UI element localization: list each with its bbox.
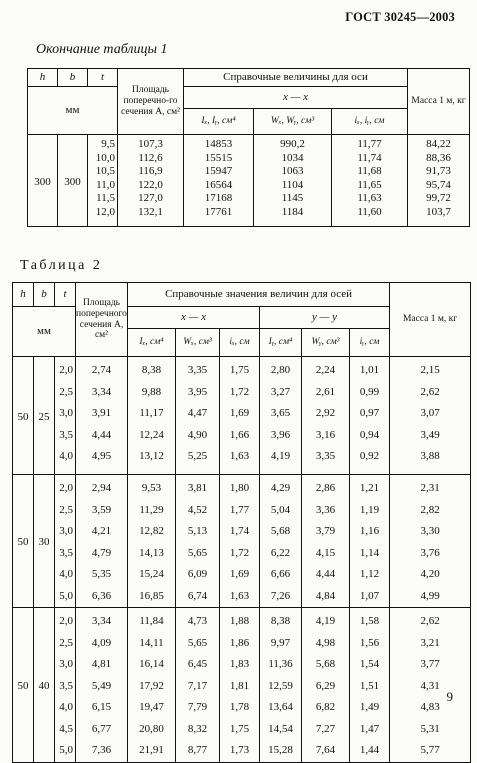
cell-value: 15,24 bbox=[139, 568, 164, 580]
cell-value: 10,0 bbox=[95, 151, 115, 164]
table2-caption: Таблица 2 bbox=[20, 258, 103, 273]
cell-value: 5,77 bbox=[420, 744, 440, 756]
cell-value: 4,20 bbox=[420, 568, 440, 580]
cell-value: 4,83 bbox=[420, 701, 440, 713]
cell-value: 16,85 bbox=[139, 589, 164, 602]
cell-value: 5,31 bbox=[420, 722, 440, 735]
cell-value: 4,84 bbox=[315, 589, 336, 602]
cell-value: 3,16 bbox=[315, 428, 336, 441]
cell-value: 14,54 bbox=[268, 722, 293, 735]
cell-value: 2,0 bbox=[59, 615, 73, 627]
t2-header-area: Площадь поперечного сечения A, см² bbox=[76, 283, 128, 357]
cell-value: 127,0 bbox=[138, 192, 163, 204]
standard-code: ГОСТ 30245—2003 bbox=[345, 10, 455, 24]
cell-value: 1,81 bbox=[229, 679, 250, 692]
t1-header-units: мм bbox=[28, 87, 118, 135]
table-row bbox=[13, 475, 471, 608]
cell-value: 4,90 bbox=[187, 428, 208, 441]
cell-value: 6,36 bbox=[91, 589, 112, 602]
cell-value: 122,0 bbox=[138, 178, 163, 191]
cell-value: 4,79 bbox=[91, 546, 112, 559]
t2-cell-area bbox=[76, 611, 127, 762]
cell-value: 5,0 bbox=[59, 744, 73, 756]
cell-value: 4,29 bbox=[270, 482, 291, 494]
cell-value: 17168 bbox=[204, 192, 233, 204]
cell-value: 20,80 bbox=[139, 722, 164, 735]
cell-value: 3,5 bbox=[59, 679, 73, 692]
t2-cell-t bbox=[55, 611, 73, 762]
cell-value: 2,31 bbox=[420, 482, 440, 494]
cell-value: 5,35 bbox=[91, 568, 112, 580]
cell-value: 112,6 bbox=[138, 151, 163, 164]
cell-value: 7,26 bbox=[270, 589, 291, 602]
cell-value: 4,19 bbox=[270, 450, 291, 462]
cell-value: 21,91 bbox=[139, 744, 164, 756]
cell-value: 7,36 bbox=[91, 744, 112, 756]
cell-value: 5,65 bbox=[187, 636, 208, 649]
cell-value: 15947 bbox=[204, 165, 233, 177]
cell-value: 6,22 bbox=[270, 546, 291, 559]
cell-value: 1,63 bbox=[229, 450, 250, 462]
cell-value: 9,97 bbox=[270, 636, 291, 649]
t2-cell-ix bbox=[220, 360, 259, 468]
table-row bbox=[13, 357, 471, 475]
cell-value: 11,74 bbox=[357, 151, 382, 164]
cell-value: 1063 bbox=[281, 165, 304, 177]
cell-value: 1,75 bbox=[229, 364, 250, 376]
t2-cell-mass bbox=[390, 478, 470, 607]
cell-value: 91,73 bbox=[426, 165, 451, 177]
cell-value: 4,0 bbox=[59, 701, 73, 713]
t1-header-axis: x — x bbox=[184, 87, 408, 109]
cell-value: 6,66 bbox=[270, 568, 291, 580]
cell-value: 2,61 bbox=[315, 385, 336, 398]
cell-value: 3,88 bbox=[420, 450, 440, 462]
cell-value: 1,54 bbox=[359, 658, 380, 670]
cell-value: 12,0 bbox=[95, 205, 115, 218]
cell-value: 11,29 bbox=[139, 503, 164, 516]
cell-value: 2,5 bbox=[59, 636, 73, 649]
t2-cell-area bbox=[76, 360, 127, 468]
cell-value: 84,22 bbox=[426, 138, 451, 150]
cell-value: 2,0 bbox=[59, 364, 73, 376]
cell-value: 132,1 bbox=[138, 205, 163, 218]
t2-cell-iy bbox=[350, 611, 389, 762]
t1-header-W: Wₓ, Wᵧ, см³ bbox=[254, 109, 332, 135]
cell-value: 9,5 bbox=[101, 138, 115, 150]
t2-cell-h: 50 bbox=[13, 357, 34, 475]
t1-cell-W bbox=[254, 138, 331, 219]
cell-value: 4,21 bbox=[91, 525, 112, 537]
t1-row-300x300 bbox=[28, 135, 470, 227]
t1-cell-area bbox=[118, 138, 183, 219]
cell-value: 7,79 bbox=[187, 701, 208, 713]
cell-value: 8,32 bbox=[187, 722, 208, 735]
cell-value: 1,78 bbox=[229, 701, 250, 713]
cell-value: 1,58 bbox=[359, 615, 380, 627]
cell-value: 11,77 bbox=[357, 138, 382, 150]
cell-value: 1,88 bbox=[229, 615, 250, 627]
cell-value: 7,64 bbox=[315, 744, 336, 756]
cell-value: 2,24 bbox=[315, 364, 336, 376]
t2-header-mass: Масса 1 м, кг bbox=[390, 283, 471, 357]
cell-value: 3,35 bbox=[315, 450, 336, 462]
cell-value: 1,86 bbox=[229, 636, 250, 649]
cell-value: 11,68 bbox=[357, 165, 382, 177]
cell-value: 1034 bbox=[281, 151, 304, 164]
cell-value: 2,0 bbox=[59, 482, 73, 494]
t1-header-t: t bbox=[88, 69, 118, 87]
cell-value: 4,0 bbox=[59, 450, 73, 462]
page-number: 9 bbox=[446, 689, 453, 704]
t2-cell-mass bbox=[390, 611, 470, 762]
t2-cell-mass bbox=[390, 360, 470, 468]
t1-header-b: b bbox=[58, 69, 88, 87]
cell-value: 1,77 bbox=[229, 503, 250, 516]
cell-value: 1145 bbox=[281, 192, 304, 204]
cell-value: 11,17 bbox=[139, 407, 164, 419]
cell-value: 5,49 bbox=[91, 679, 112, 692]
t1-header-mass: Масса 1 м, кг bbox=[408, 69, 470, 135]
t2-cell-b: 30 bbox=[34, 475, 55, 608]
cell-value: 1,73 bbox=[229, 744, 250, 756]
t1-header-i: iₓ, iᵧ, см bbox=[332, 109, 408, 135]
t2-header-b: b bbox=[34, 283, 55, 307]
t2-header-units: мм bbox=[13, 307, 76, 357]
cell-value: 3,36 bbox=[315, 503, 336, 516]
cell-value: 7,27 bbox=[315, 722, 336, 735]
cell-value: 2,62 bbox=[420, 615, 440, 627]
cell-value: 2,5 bbox=[59, 385, 73, 398]
cell-value: 6,09 bbox=[187, 568, 208, 580]
cell-value: 5,25 bbox=[187, 450, 208, 462]
cell-value: 3,07 bbox=[420, 407, 440, 419]
cell-value: 6,82 bbox=[315, 701, 336, 713]
t2-header-Ix: Iₓ, см⁴ bbox=[128, 329, 176, 357]
cell-value: 17,92 bbox=[139, 679, 164, 692]
t1-cell-I bbox=[184, 138, 253, 219]
cell-value: 5,04 bbox=[270, 503, 291, 516]
cell-value: 3,5 bbox=[59, 428, 73, 441]
cell-value: 16564 bbox=[204, 178, 233, 191]
t2-cell-Wx bbox=[176, 478, 219, 607]
cell-value: 4,52 bbox=[187, 503, 208, 516]
cell-value: 11,60 bbox=[357, 205, 382, 218]
cell-value: 5,68 bbox=[315, 658, 336, 670]
t2-cell-Wy bbox=[302, 611, 349, 762]
cell-value: 4,0 bbox=[59, 568, 73, 580]
cell-value: 3,81 bbox=[187, 482, 208, 494]
t1-cell-b: 300 bbox=[58, 135, 88, 227]
t2-cell-area bbox=[76, 478, 127, 607]
t2-cell-t bbox=[55, 360, 73, 468]
cell-value: 0,92 bbox=[359, 450, 380, 462]
cell-value: 4,31 bbox=[420, 679, 440, 692]
cell-value: 10,5 bbox=[95, 165, 115, 177]
cell-value: 6,15 bbox=[91, 701, 112, 713]
t2-cell-Iy bbox=[260, 478, 301, 607]
cell-value: 2,86 bbox=[315, 482, 336, 494]
cell-value: 1,47 bbox=[359, 722, 380, 735]
cell-value: 13,64 bbox=[268, 701, 293, 713]
t2-cell-Wx bbox=[176, 611, 219, 762]
cell-value: 1184 bbox=[281, 205, 304, 218]
cell-value: 2,80 bbox=[270, 364, 291, 376]
cell-value: 6,45 bbox=[187, 658, 208, 670]
t2-header-iy: iᵧ, см bbox=[350, 329, 390, 357]
t1-header-area: Площадь поперечно-го сечения A, см² bbox=[118, 69, 184, 135]
cell-value: 4,5 bbox=[59, 722, 73, 735]
cell-value: 12,82 bbox=[139, 525, 164, 537]
cell-value: 3,5 bbox=[59, 546, 73, 559]
cell-value: 4,73 bbox=[187, 615, 208, 627]
cell-value: 3,59 bbox=[91, 503, 112, 516]
cell-value: 14853 bbox=[204, 138, 233, 150]
cell-value: 3,91 bbox=[91, 407, 112, 419]
cell-value: 3,27 bbox=[270, 385, 291, 398]
t2-cell-b: 25 bbox=[34, 357, 55, 475]
cell-value: 17761 bbox=[204, 205, 233, 218]
cell-value: 3,77 bbox=[420, 658, 440, 670]
cell-value: 4,44 bbox=[91, 428, 112, 441]
t2-header-ref: Справочные значения величин для осей bbox=[128, 283, 390, 307]
t2-cell-t bbox=[55, 478, 73, 607]
cell-value: 990,2 bbox=[280, 138, 305, 150]
cell-value: 5,13 bbox=[187, 525, 208, 537]
cell-value: 1,16 bbox=[359, 525, 380, 537]
cell-value: 1,21 bbox=[359, 482, 380, 494]
t1-cell-i bbox=[332, 138, 407, 219]
cell-value: 5,65 bbox=[187, 546, 208, 559]
cell-value: 1,69 bbox=[229, 407, 250, 419]
cell-value: 95,74 bbox=[426, 178, 451, 191]
t2-cell-Iy bbox=[260, 360, 301, 468]
t1-header-I: Iₓ, Iᵧ, см⁴ bbox=[184, 109, 254, 135]
cell-value: 4,95 bbox=[91, 450, 112, 462]
t2-cell-h: 50 bbox=[13, 475, 34, 608]
cell-value: 1,75 bbox=[229, 722, 250, 735]
cell-value: 4,47 bbox=[187, 407, 208, 419]
cell-value: 11,63 bbox=[357, 192, 382, 204]
cell-value: 14,13 bbox=[139, 546, 164, 559]
cell-value: 2,62 bbox=[420, 385, 440, 398]
t2-cell-Ix bbox=[128, 360, 175, 468]
table-row bbox=[13, 608, 471, 763]
table2 bbox=[12, 282, 471, 763]
cell-value: 1104 bbox=[281, 178, 304, 191]
t2-header-t: t bbox=[55, 283, 76, 307]
table1-caption: Окончание таблицы 1 bbox=[36, 42, 168, 57]
cell-value: 3,34 bbox=[91, 385, 112, 398]
cell-value: 3,30 bbox=[420, 525, 440, 537]
t2-header-ix: iₓ, см bbox=[220, 329, 260, 357]
t2-cell-ix bbox=[220, 611, 259, 762]
cell-value: 1,83 bbox=[229, 658, 250, 670]
cell-value: 11,5 bbox=[96, 192, 115, 204]
cell-value: 9,53 bbox=[141, 482, 162, 494]
cell-value: 19,47 bbox=[139, 701, 164, 713]
cell-value: 9,88 bbox=[141, 385, 162, 398]
cell-value: 3,35 bbox=[187, 364, 208, 376]
cell-value: 99,72 bbox=[426, 192, 451, 204]
cell-value: 1,19 bbox=[359, 503, 380, 516]
cell-value: 1,44 bbox=[359, 744, 380, 756]
cell-value: 8,38 bbox=[270, 615, 291, 627]
cell-value: 2,82 bbox=[420, 503, 440, 516]
t2-cell-b: 40 bbox=[34, 608, 55, 763]
cell-value: 11,0 bbox=[96, 178, 115, 191]
cell-value: 16,14 bbox=[139, 658, 164, 670]
cell-value: 4,81 bbox=[91, 658, 112, 670]
cell-value: 1,74 bbox=[229, 525, 250, 537]
cell-value: 3,65 bbox=[270, 407, 291, 419]
cell-value: 3,76 bbox=[420, 546, 440, 559]
t2-header-h: h bbox=[13, 283, 34, 307]
cell-value: 11,36 bbox=[268, 658, 293, 670]
cell-value: 5,0 bbox=[59, 589, 73, 602]
t2-cell-iy bbox=[350, 478, 389, 607]
cell-value: 4,19 bbox=[315, 615, 336, 627]
cell-value: 0,99 bbox=[359, 385, 380, 398]
cell-value: 3,0 bbox=[59, 658, 73, 670]
cell-value: 4,09 bbox=[91, 636, 112, 649]
t1-header-h: h bbox=[28, 69, 58, 87]
cell-value: 4,44 bbox=[315, 568, 336, 580]
t2-cell-Wy bbox=[302, 478, 349, 607]
cell-value: 1,66 bbox=[229, 428, 250, 441]
t2-header-Iy: Iᵧ, см⁴ bbox=[260, 329, 302, 357]
cell-value: 88,36 bbox=[426, 151, 451, 164]
cell-value: 3,96 bbox=[270, 428, 291, 441]
t2-cell-iy bbox=[350, 360, 389, 468]
t1-cell-mass bbox=[408, 138, 469, 219]
t2-cell-Ix bbox=[128, 611, 175, 762]
cell-value: 1,01 bbox=[359, 364, 380, 376]
t2-cell-Wx bbox=[176, 360, 219, 468]
cell-value: 5,68 bbox=[270, 525, 291, 537]
cell-value: 15,28 bbox=[268, 744, 293, 756]
t2-header-axis-x: x — x bbox=[128, 307, 260, 329]
cell-value: 2,74 bbox=[91, 364, 112, 376]
cell-value: 8,77 bbox=[187, 744, 208, 756]
t2-header-axis-y: y — y bbox=[260, 307, 390, 329]
t1-cell-t bbox=[88, 138, 115, 219]
cell-value: 12,59 bbox=[268, 679, 293, 692]
cell-value: 1,51 bbox=[359, 679, 380, 692]
cell-value: 12,24 bbox=[139, 428, 164, 441]
cell-value: 2,5 bbox=[59, 503, 73, 516]
cell-value: 3,0 bbox=[59, 407, 73, 419]
cell-value: 0,94 bbox=[359, 428, 380, 441]
cell-value: 11,84 bbox=[139, 615, 164, 627]
cell-value: 3,0 bbox=[59, 525, 73, 537]
cell-value: 1,72 bbox=[229, 546, 250, 559]
cell-value: 14,11 bbox=[139, 636, 164, 649]
cell-value: 4,99 bbox=[420, 589, 440, 602]
cell-value: 2,92 bbox=[315, 407, 336, 419]
cell-value: 116,9 bbox=[138, 165, 163, 177]
cell-value: 1,63 bbox=[229, 589, 250, 602]
cell-value: 8,38 bbox=[141, 364, 162, 376]
cell-value: 1,07 bbox=[359, 589, 380, 602]
cell-value: 1,69 bbox=[229, 568, 250, 580]
cell-value: 11,65 bbox=[357, 178, 382, 191]
cell-value: 1,80 bbox=[229, 482, 250, 494]
cell-value: 3,21 bbox=[420, 636, 440, 649]
cell-value: 6,74 bbox=[187, 589, 208, 602]
cell-value: 3,49 bbox=[420, 428, 440, 441]
t1-cell-h: 300 bbox=[28, 135, 58, 227]
cell-value: 1,14 bbox=[359, 546, 380, 559]
t2-cell-Wy bbox=[302, 360, 349, 468]
cell-value: 1,49 bbox=[359, 701, 380, 713]
cell-value: 7,17 bbox=[187, 679, 208, 692]
cell-value: 4,15 bbox=[315, 546, 336, 559]
t2-header-Wx: Wₓ, см³ bbox=[176, 329, 220, 357]
t1-header-ref: Справочные величины для оси bbox=[184, 69, 408, 87]
cell-value: 107,3 bbox=[138, 138, 163, 150]
cell-value: 2,15 bbox=[420, 364, 440, 376]
table1 bbox=[27, 68, 470, 227]
cell-value: 13,12 bbox=[139, 450, 164, 462]
cell-value: 103,7 bbox=[426, 205, 451, 218]
cell-value: 3,95 bbox=[187, 385, 208, 398]
cell-value: 6,77 bbox=[91, 722, 112, 735]
cell-value: 0,97 bbox=[359, 407, 380, 419]
cell-value: 3,79 bbox=[315, 525, 336, 537]
t2-cell-h: 50 bbox=[13, 608, 34, 763]
cell-value: 3,34 bbox=[91, 615, 112, 627]
t2-cell-Ix bbox=[128, 478, 175, 607]
cell-value: 6,29 bbox=[315, 679, 336, 692]
t2-cell-ix bbox=[220, 478, 259, 607]
cell-value: 1,56 bbox=[359, 636, 380, 649]
cell-value: 1,12 bbox=[359, 568, 380, 580]
cell-value: 4,98 bbox=[315, 636, 336, 649]
cell-value: 1,72 bbox=[229, 385, 250, 398]
t2-cell-Iy bbox=[260, 611, 301, 762]
t2-header-Wy: Wᵧ, см³ bbox=[302, 329, 350, 357]
cell-value: 2,94 bbox=[91, 482, 112, 494]
cell-value: 15515 bbox=[204, 151, 233, 164]
